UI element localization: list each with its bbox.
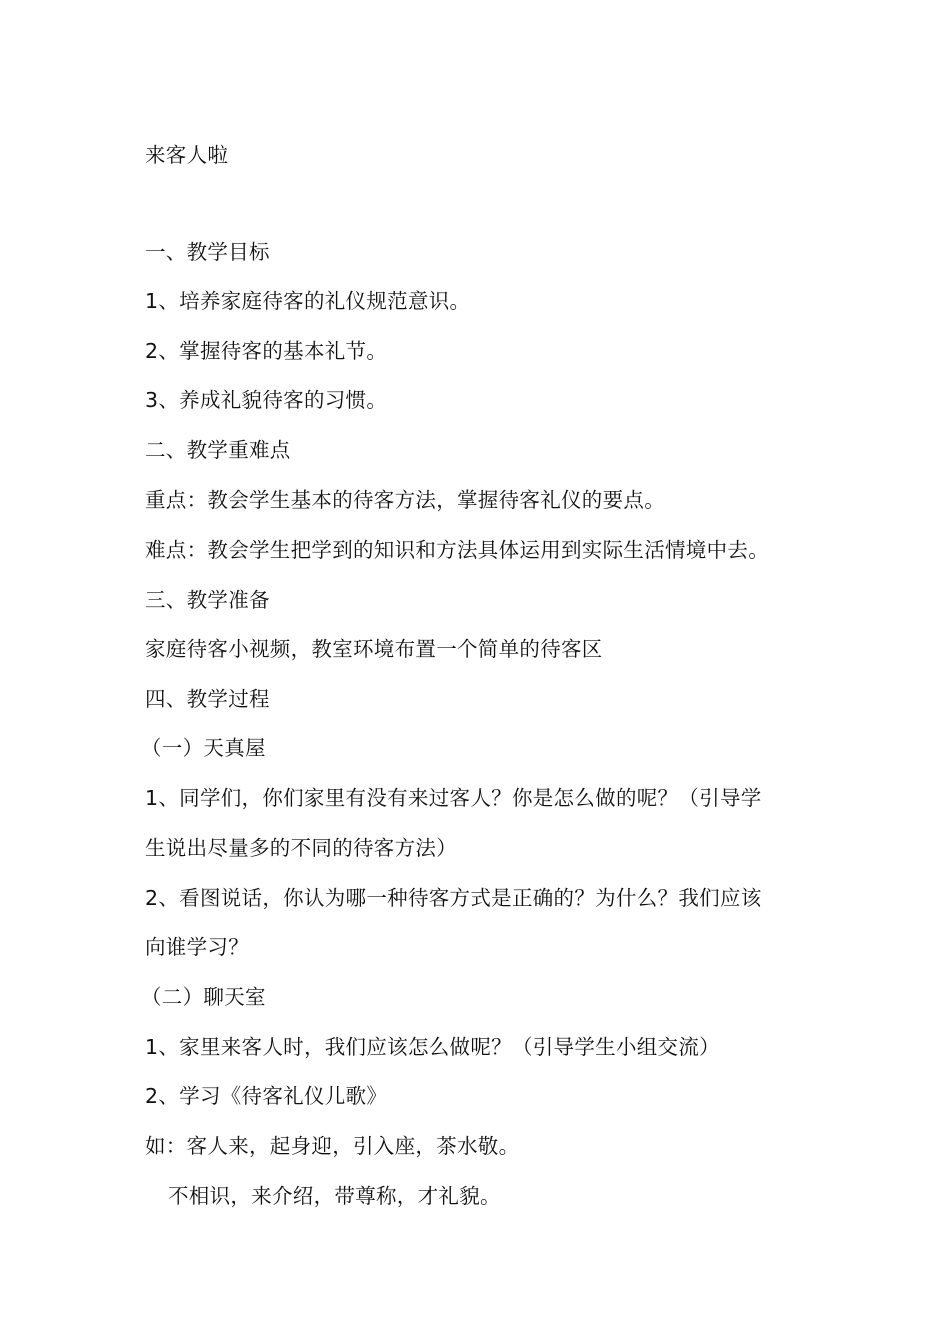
section-heading-preparation: 三、教学准备	[145, 588, 270, 612]
document-title: 来客人啦	[145, 143, 229, 167]
subsection-heading: （二）聊天室	[141, 985, 266, 1009]
process-item-continuation: 生说出尽量多的不同的待客方法）	[145, 836, 457, 860]
process-item-continuation: 向谁学习？	[145, 935, 249, 959]
objective-item: 2、掌握待客的基本礼节。	[145, 339, 388, 363]
process-item: 2、学习《待客礼仪儿歌》	[145, 1084, 388, 1108]
section-heading-key-points: 二、教学重难点	[145, 438, 291, 462]
objective-item: 3、养成礼貌待客的习惯。	[145, 388, 388, 412]
objective-item: 1、培养家庭待客的礼仪规范意识。	[145, 289, 471, 313]
subsection-heading: （一）天真屋	[141, 736, 266, 760]
rhyme-line: 不相识，来介绍，带尊称，才礼貌。	[168, 1184, 501, 1208]
preparation-text: 家庭待客小视频，教室环境布置一个简单的待客区	[145, 637, 603, 661]
process-item: 1、同学们，你们家里有没有来过客人？你是怎么做的呢？（引导学	[145, 786, 762, 810]
process-item: 2、看图说话，你认为哪一种待客方式是正确的？为什么？我们应该	[145, 886, 762, 910]
difficulty-text: 难点：教会学生把学到的知识和方法具体运用到实际生活情境中去。	[145, 538, 769, 562]
process-item: 1、家里来客人时，我们应该怎么做呢？（引导学生小组交流）	[145, 1035, 720, 1059]
section-heading-objectives: 一、教学目标	[145, 240, 270, 264]
section-heading-process: 四、教学过程	[145, 687, 270, 711]
key-point-text: 重点：教会学生基本的待客方法，掌握待客礼仪的要点。	[145, 488, 665, 512]
rhyme-line: 如：客人来，起身迎，引入座，茶水敬。	[145, 1134, 520, 1158]
